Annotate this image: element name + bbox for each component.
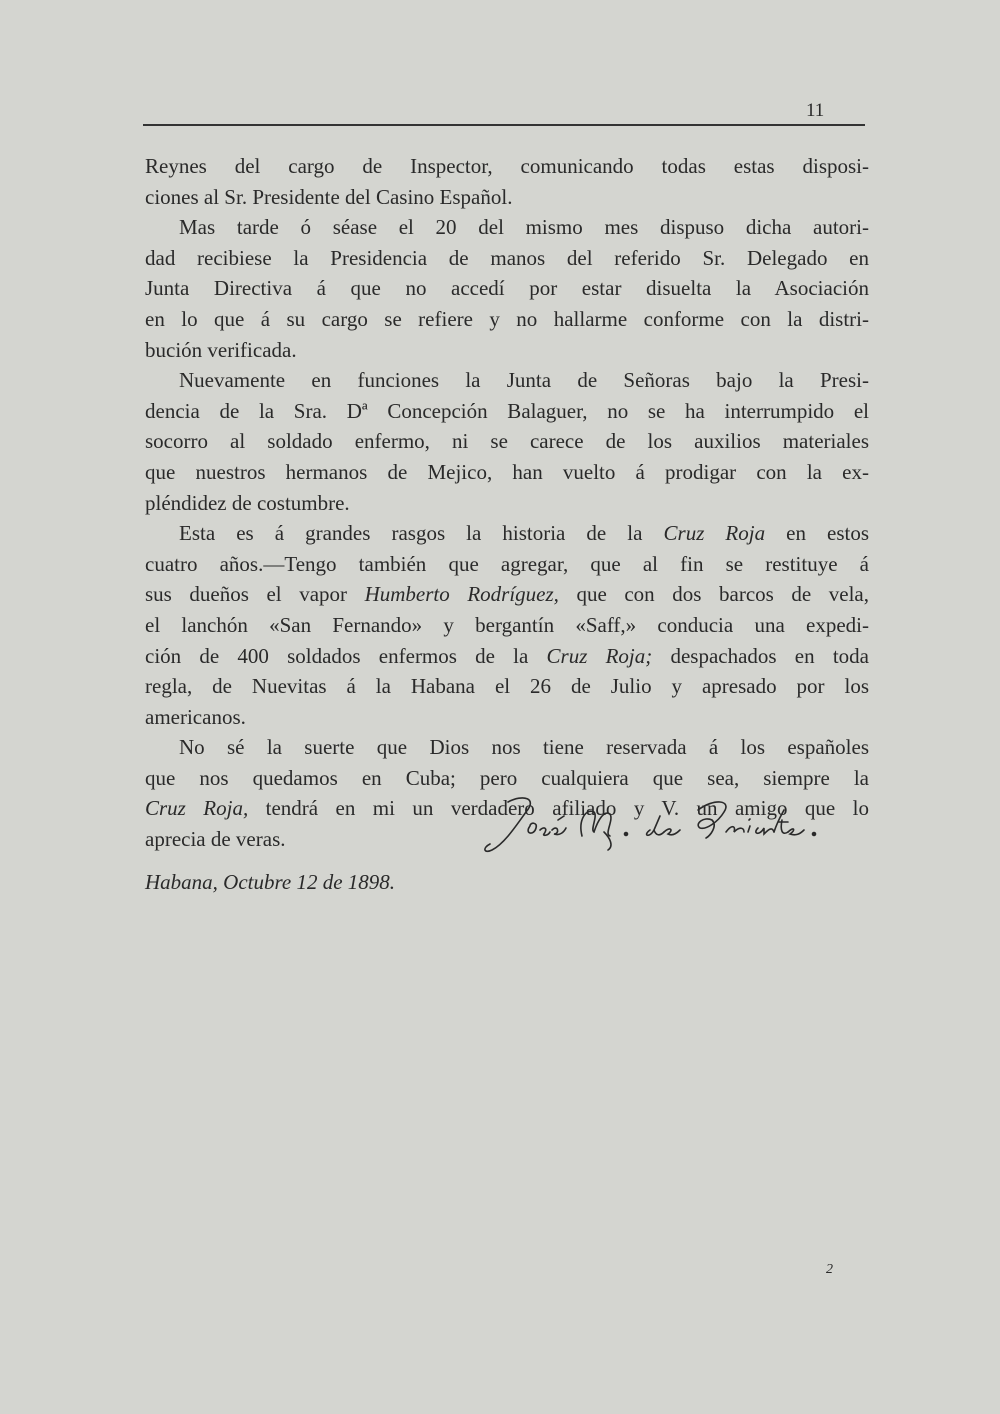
- text-run: pléndidez de costumbre.: [145, 490, 350, 515]
- paragraph: [145, 365, 869, 518]
- italic-text: Cruz Roja: [663, 521, 766, 546]
- text-run: Junta Directiva á que no accedí por estar disuelta la Asociación: [145, 276, 869, 301]
- text-run: dencia de la Sra. Dª Concepción Balaguer, no se ha interrumpido el: [145, 398, 869, 423]
- text-line: [145, 671, 869, 702]
- text-line: [145, 182, 869, 213]
- text-line: [145, 365, 869, 396]
- text-line: [145, 243, 869, 274]
- text-run: ciones al Sr. Presidente del Casino Español.: [145, 184, 513, 209]
- text-run: regla, de Nuevitas á la Habana el 26 de Julio y apresado por los: [145, 674, 869, 699]
- text-line: [145, 549, 869, 580]
- text-line: [145, 579, 869, 610]
- text-run: bución verificada.: [145, 337, 297, 362]
- text-line: [145, 763, 869, 794]
- text-run: socorro al soldado enfermo, ni se carece de los auxilios materiales: [145, 429, 869, 454]
- text-line: [145, 151, 869, 182]
- text-line: [145, 610, 869, 641]
- text-line: [145, 641, 869, 672]
- text-run: Mas tarde ó séase el 20 del mismo mes dispuso dicha autori-: [179, 215, 869, 240]
- text-run: americanos.: [145, 704, 246, 729]
- text-run: que nos quedamos en Cuba; pero cualquiera que sea, siempre la: [145, 765, 869, 790]
- text-line: [145, 702, 869, 733]
- handwritten-signature: [478, 790, 838, 860]
- text-run: despachados en toda: [652, 643, 869, 668]
- text-run: aprecia de veras.: [145, 827, 286, 852]
- text-run: ción de 400 soldados enfermos de la: [145, 643, 547, 668]
- text-line: [145, 732, 869, 763]
- text-line: [145, 335, 869, 366]
- dateline: Habana, Octubre 12 de 1898.: [145, 870, 396, 894]
- text-run: Nuevamente en funciones la Junta de Señoras bajo la Presi-: [179, 368, 869, 393]
- body-text: [145, 151, 869, 855]
- text-run: Reynes del cargo de Inspector, comunicando todas estas disposi-: [145, 154, 869, 178]
- text-line: [145, 518, 869, 549]
- text-run: tendrá en mi un verdadero afiliado y V. un amigo que lo: [248, 796, 869, 821]
- text-line: [145, 304, 869, 335]
- text-line: [145, 457, 869, 488]
- signature-drawing: [478, 790, 838, 860]
- italic-text: Humberto Rodríguez,: [364, 582, 559, 607]
- text-run: No sé la suerte que Dios nos tiene reservada á los españoles: [179, 735, 869, 760]
- text-run: el lanchón «San Fernando» y bergantín «Saff,» conducia una expedi-: [145, 612, 869, 637]
- paragraph: [145, 151, 869, 212]
- text-line: [145, 273, 869, 304]
- text-run: en estos: [765, 521, 870, 546]
- italic-text: Cruz Roja,: [145, 796, 249, 821]
- text-run: sus dueños el vapor: [145, 582, 365, 607]
- signature-mark: 2: [826, 1262, 833, 1277]
- italic-text: Cruz Roja;: [546, 643, 653, 668]
- text-run: que nuestros hermanos de Mejico, han vuelto á prodigar con la ex-: [145, 459, 869, 484]
- text-line: [145, 212, 869, 243]
- text-run: Esta es á grandes rasgos la historia de la: [179, 521, 664, 546]
- page-number: 11: [806, 100, 825, 121]
- text-run: dad recibiese la Presidencia de manos del referido Sr. Delegado en: [145, 245, 869, 270]
- text-run: en lo que á su cargo se refiere y no hallarme conforme con la distri-: [145, 306, 869, 331]
- text-line: [145, 396, 869, 427]
- text-run: cuatro años.—Tengo también que agregar, que al fin se restituye á: [145, 551, 869, 576]
- header-rule: [143, 124, 865, 126]
- text-line: [145, 426, 869, 457]
- paragraph: [145, 518, 869, 732]
- paragraph: [145, 212, 869, 365]
- text-run: que con dos barcos de vela,: [558, 582, 869, 607]
- text-line: [145, 488, 869, 519]
